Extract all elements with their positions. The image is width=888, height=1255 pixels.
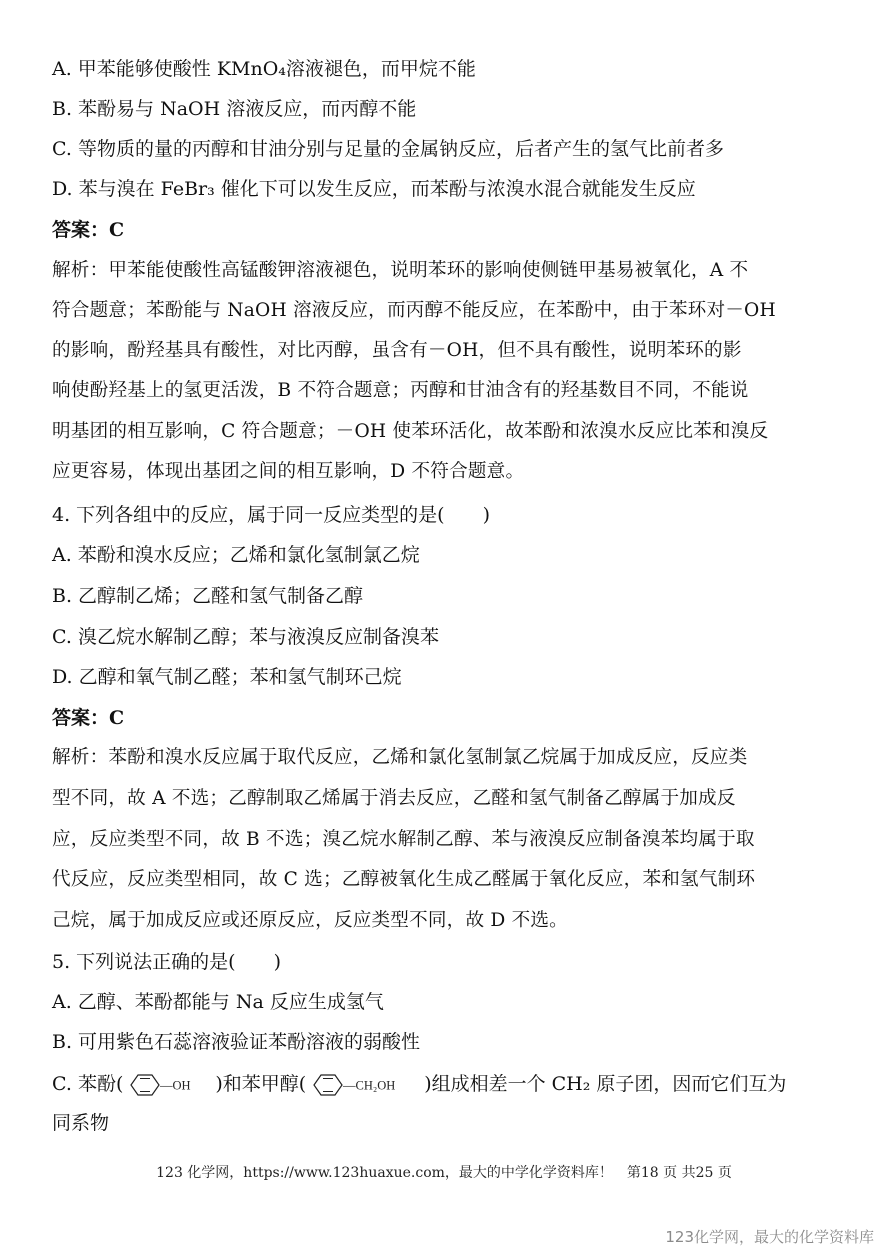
q5-option-c-text: )组成相差一个 CH₂ 原子团，因而它们互为 — [424, 1073, 787, 1095]
page-footer: 123 化学网，https://www.123huaxue.com，最大的中学化学资料库！ 第18 页 共25 页 — [156, 1165, 732, 1181]
phenol-group-label: —OH — [160, 1078, 191, 1093]
q3-option-a: A. 甲苯能够使酸性 KMnO₄溶液褪色，而甲烷不能 — [52, 58, 476, 80]
q5-option-c-continuation: 同系物 — [52, 1112, 110, 1134]
q4-answer: 答案：C — [52, 707, 125, 729]
q3-option-b: B. 苯酚易与 NaOH 溶液反应，而丙醇不能 — [52, 98, 417, 120]
q4-option-a: A. 苯酚和溴水反应；乙烯和氯化氢制氯乙烷 — [52, 544, 420, 566]
q3-explanation-line: 的影响，酚羟基具有酸性，对比丙醇，虽含有－OH，但不具有酸性，说明苯环的影 — [52, 340, 742, 361]
q4-explanation-line: 解析：苯酚和溴水反应属于取代反应，乙烯和氯化氢制氯乙烷属于加成反应，反应类 — [52, 747, 748, 768]
q4-explanation-line: 型不同，故 A 不选；乙醇制取乙烯属于消去反应，乙醛和氢气制备乙醇属于加成反 — [52, 788, 736, 809]
benzyl-group-label: —CH₂OH — [343, 1078, 396, 1093]
q4-explanation-line: 应，反应类型不同，故 B 不选；溴乙烷水解制乙醇、苯与液溴反应制备溴苯均属于取 — [52, 829, 755, 850]
q3-explanation-line: 符合题意；苯酚能与 NaOH 溶液反应，而丙醇不能反应，在苯酚中，由于苯环对－OH — [52, 300, 776, 321]
q3-explanation-line: 响使酚羟基上的氢更活泼，B 不符合题意；丙醇和甘油含有的羟基数目不同，不能说 — [52, 380, 749, 401]
q4-option-c: C. 溴乙烷水解制乙醇；苯与液溴反应制备溴苯 — [52, 626, 439, 648]
watermark: 123化学网，最大的化学资料库 — [665, 1228, 874, 1246]
q4-explanation-line: 己烷，属于加成反应或还原反应，反应类型不同，故 D 不选。 — [52, 910, 568, 931]
q3-explanation-line: 应更容易，体现出基团之间的相互影响，D 不符合题意。 — [52, 461, 525, 482]
q3-answer: 答案：C — [52, 219, 125, 241]
q4-explanation-line: 代反应，反应类型相同，故 C 选；乙醇被氧化生成乙醛属于氧化反应，苯和氢气制环 — [52, 869, 756, 890]
q3-option-d: D. 苯与溴在 FeBr₃ 催化下可以发生反应，而苯酚与浓溴水混合就能发生反应 — [52, 178, 696, 200]
q3-explanation-line: 解析：甲苯能使酸性高锰酸钾溶液褪色，说明苯环的影响使侧链甲基易被氧化，A 不 — [52, 260, 749, 281]
q4-option-d: D. 乙醇和氧气制乙醛；苯和氢气制环己烷 — [52, 666, 402, 688]
benzyl-alcohol-structure — [306, 1072, 424, 1098]
q5-option-c-text: C. 苯酚( — [52, 1073, 124, 1095]
q4-option-b: B. 乙醇制乙烯；乙醛和氢气制备乙醇 — [52, 585, 364, 607]
q5-option-c — [52, 1069, 852, 1099]
q4-stem: 4. 下列各组中的反应，属于同一反应类型的是( ) — [52, 504, 490, 526]
q5-stem: 5. 下列说法正确的是( ) — [52, 951, 281, 973]
q5-option-a: A. 乙醇、苯酚都能与 Na 反应生成氢气 — [52, 991, 384, 1013]
q5-option-b: B. 可用紫色石蕊溶液验证苯酚溶液的弱酸性 — [52, 1031, 421, 1053]
q3-explanation-line: 明基团的相互影响，C 符合题意；－OH 使苯环活化，故苯酚和浓溴水反应比苯和溴反 — [52, 421, 769, 442]
phenol-structure — [123, 1072, 215, 1098]
q3-option-c: C. 等物质的量的丙醇和甘油分别与足量的金属钠反应，后者产生的氢气比前者多 — [52, 138, 724, 160]
q5-option-c-text: )和苯甲醇( — [215, 1073, 307, 1095]
